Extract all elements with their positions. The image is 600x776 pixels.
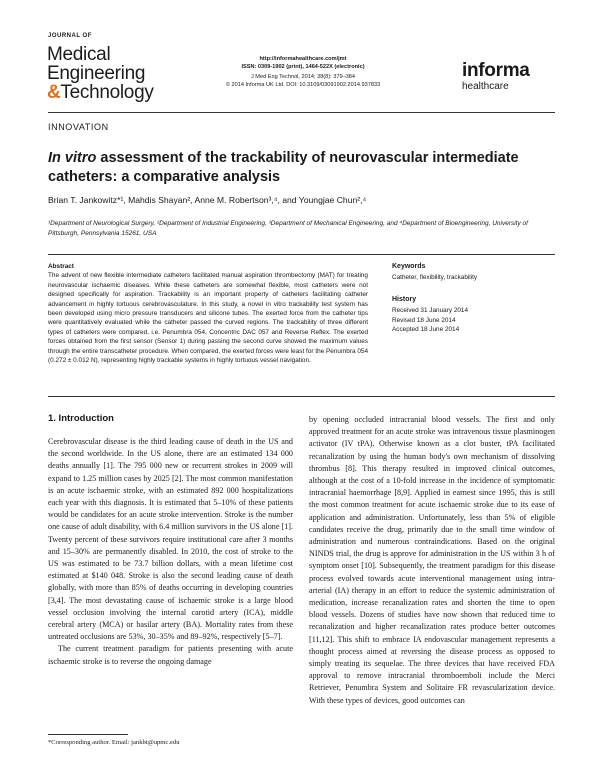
- journal-title-line3: &Technology: [47, 82, 154, 103]
- history-received: Received 31 January 2014: [392, 307, 469, 315]
- section-heading-introduction: 1. Introduction: [48, 413, 114, 424]
- copyright-doi: © 2014 Informa UK Ltd. DOI: 10.3109/03091902.2014.937833: [225, 82, 381, 88]
- publisher-logo: [462, 61, 530, 92]
- intro-paragraph-1: Cerebrovascular disease is the third leading cause of death in the US and the second worldwide. In the US alone, there are an estimated 134 000 deaths annually [1]. The 795 000 new or recurrent strokes in 2009 will expand to 1.25 million cases by 2025 [2]. The most common manifestation is an acute ischaemic stroke, with an estimated 892 000 hospitalizations each year with this diagnosis. It is estimated that 5–10% of these patients would be candidates for an acute stroke intervention. Stroke is the number one cause of adult disability, with 6.4 million survivors in the US alone [1]. Twenty percent of these survivors require institutional care after 3 months and 15–30% are permanently disabled. In 2010, the cost of stroke to the US was estimated to be 73.7 billion dollars, with a mean lifetime cost estimated at $140 048. Stroke is also the second leading cause of death globally, with more than 85% of deaths occurring in developing countries [3,4]. The most devastating cause of ischaemic stroke is a large blood vessel occlusion involving the internal carotid artery (ICA), middle cerebral artery (MCA) or basilar artery (BA). Mortality rates from these untreated occlusions are 53%, 30–35% and 89–92%, respectively [5–7].: [48, 437, 293, 642]
- article-category: INNOVATION: [48, 122, 109, 132]
- authors: Brian T. Jankowitz*¹, Mahdis Shayan², Anne M. Robertson³,⁴, and Youngjae Chun²,⁴: [48, 195, 367, 205]
- abstract-divider-bottom: [48, 396, 555, 397]
- body-column-right: [309, 414, 555, 707]
- article-title: In vitro assessment of the trackability of neurovascular intermediate catheters: a comparative analysis: [48, 150, 519, 185]
- corresponding-author-footnote: *Corresponding author. Email: jankbt@upmc.edu: [48, 739, 180, 746]
- issn: ISSN: 0309-1902 (print), 1464-522X (electronic): [241, 64, 365, 70]
- journal-title-line1: Medical: [47, 44, 111, 65]
- history-accepted: Accepted 18 June 2014: [392, 326, 460, 334]
- history-revised: Revised 18 June 2014: [392, 316, 456, 324]
- citation: J Med Eng Technol, 2014; 38(8): 379–384: [250, 74, 356, 80]
- publication-info: [218, 55, 388, 89]
- intro-paragraph-3: by opening occluded intracranial blood vessels. The first and only approved treatment for an acute stroke was intravenous tissue plasminogen activator (IV tPA). Otherwise known as a clot buster, tPA facilitated recanalization by using the human body's own mechanism of dissolving thrombus [8]. This therapy resulted in improved clinical outcomes, although at the cost of a 10-fold increase in the incidence of symptomatic intracranial haemorrhage [8,9]. Applied in earnest since 1995, this is still the most common treatment for acute ischaemic stroke due to its ease of application and administration. Unfortunately, less than 5% of eligible candidates receive the drug, primarily due to the small time window of administration and numerous contraindications. Based on the original NINDS trial, the drug is approve for administration in the US within 3 h of symptom onset [10]. Subsequently, the treatment paradigm for this disease process evolved towards acute interventional management using intra-arterial (IA) therapy in an effort to reduce the systemic administration of medication, increase recanalization rates and shorten the time to open blood vessels. Dozens of studies have now shown that reduced time to recanalization and higher recanalization rates produce better outcomes [11,12]. This shift to embrace IA endovascular management represents a thought process aimed at reversing the disease process as opposed to simply treating its sequelae. The three devices that have received FDA approval to remove intracranial thromboemboli include the Merci Retriever, Penumbra System and Solitaire FR revascularization device. With these types of devices, good outcomes can: [309, 415, 555, 705]
- keywords-heading: Keywords: [392, 263, 426, 270]
- journal-url[interactable]: http://informahealthcare.com/jmt: [259, 56, 347, 62]
- keywords-text: Catheter, flexibility, trackability: [392, 274, 478, 282]
- logo-sub: healthcare: [462, 81, 509, 92]
- history-heading: History: [392, 295, 417, 303]
- abstract-divider-top: [48, 254, 555, 255]
- body-column-left: [48, 436, 293, 668]
- journal-title: [47, 45, 154, 102]
- abstract-heading: Abstract: [48, 263, 74, 270]
- footnote-divider: [48, 734, 128, 735]
- header-divider: [48, 112, 555, 113]
- article-sidebar: [392, 262, 552, 346]
- abstract: [48, 262, 368, 365]
- journal-title-line2: Engineering: [47, 63, 146, 84]
- abstract-text: The advent of new flexible intermediate catheters facilitated manual aspiration thrombectomy (MAT) for treating neurovascular ischaemic diseases. While these catheters are somewhat flexible, most catheters were not designed specifically for aspiration. Trackability is an important property of catheters facilitating catheter advancement in highly tortuous cerebrovasculature. In this study, a novel in vitro trackability test system has been developed using micro pressure transducers and silicone tubes. The exerted force from the catheter tips were quantitatively evaluated while the catheter passed the curved regions. The trackability of three different types of catheters were compared, i.e. Penumbra 054, Concentric DAC 057 and Reverse Reflex. The exerted forces obtained from the first sensor (Sensor 1) during passing the second curve showed the maximum values through the entire transcatheter procedure. When compared, the exerted forces were least for the Penumbra 054 (0.272 ± 0.012 N), representing highly trackable systems in highly tortuous vessel navigation.: [48, 272, 368, 365]
- affiliations: ¹Department of Neurological Surgery, ²Department of Industrial Engineering, ³Department of Mechanical Engineering, and ⁴Department of Bioengineering, University of Pittsburgh, Pennsylvania 15261, USA: [48, 220, 528, 237]
- logo-brand: informa: [462, 60, 530, 81]
- intro-paragraph-2: The current treatment paradigm for patients presenting with acute ischaemic stroke is to reverse the ongoing damage: [48, 644, 293, 666]
- journal-small-title: JOURNAL OF: [48, 33, 92, 39]
